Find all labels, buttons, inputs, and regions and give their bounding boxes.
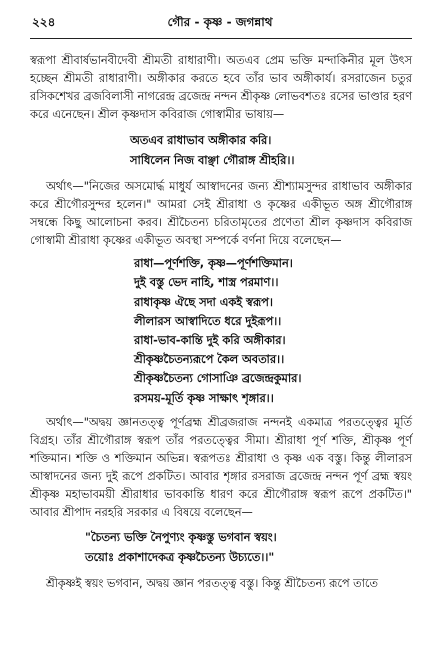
page-header — [30, 14, 410, 34]
verse-line: শ্রীকৃষ্ণচৈতন্যরূপে কৈল অবতার।। — [134, 353, 285, 367]
verse-block-3 — [30, 528, 412, 567]
verse-line: তয়োঃ প্রকাশাদেকত্র কৃষ্ণচৈতন্য উচ্যতে।।" — [85, 550, 275, 564]
page-body — [30, 52, 412, 593]
verse-line: লীলারস আস্বাদিতে ধরে দুইরূপ।। — [134, 314, 282, 328]
running-title: গৌর - কৃষ্ণ - জগন্নাথ — [167, 15, 273, 29]
verse-line: রাধাকৃষ্ণ ঐছে সদা একই স্বরূপ। — [134, 295, 273, 309]
paragraph-1: স্বরূপা শ্রীবার্ষভানবীদেবী শ্রীমতী রাধারাণী। অতএব প্রেম ভক্তি মন্দাকিনীর মূল উৎস হচ্ছেন শ্রীমতী রাধারাণী। অঙ্গীকার করতে হবে তাঁর ভাব অঙ্গীকার্য। রসরাজেন চতুর রসিকশেখর ব্রজবিলাসী নাগরেন্দ্র ব্রজেন্দ্র নন্দন শ্রীকৃষ্ণ লোভবশতঃ রসের ভাণ্ডার হরণ করে এনেছেন। শ্রীল কৃষ্ণদাস কবিরাজ গোস্বামীর ভাষায়— — [30, 54, 412, 122]
verse-line: দুই বস্তু ভেদ নাহি, শাস্ত্র পরমাণ।। — [134, 276, 279, 290]
verse-line: অতএব রাধাভাব অঙ্গীকার করি। — [130, 134, 272, 148]
header-rule — [30, 38, 412, 39]
verse-line: "চৈতন্য ভক্তি নৈপুণ্যং কৃষ্ণস্তু ভগবান স্বয়ং। — [85, 531, 277, 545]
page-number: ২২৪ — [32, 15, 56, 29]
paragraph-2: অর্থাৎ—"নিজের অসমোর্দ্ধ মাধুর্য আস্বাদনের জন্য শ্রীশ্যামসুন্দর রাধাভাব অঙ্গীকার করে শ্রীগৌরসুন্দর হলেন।" আমরা সেই শ্রীরাধা ও কৃষ্ণের একীভূত অঙ্গ শ্রীগৌরাঙ্গ সম্বন্ধে কিছু আলোচনা করব। শ্রীচৈতন্য চরিতামৃতের প্রণেতা শ্রীল কৃষ্ণদাস কবিরাজ গোস্বামী শ্রীরাধা কৃষ্ণের একীভূত অবস্থা সম্পর্কে বর্ণনা দিয়ে বলেছেন— — [30, 179, 412, 248]
verse-line: রাধা—পূর্ণশক্তি, কৃষ্ণ—পূর্ণশক্তিমান। — [134, 257, 293, 271]
verse-line: রসময়-মূর্তি কৃষ্ণ সাক্ষাৎ শৃঙ্গার।। — [134, 391, 274, 405]
verse-block-2 — [30, 254, 412, 408]
verse-line: সাধিলেন নিজ বাঞ্ছা গৌরাঙ্গ শ্রীহরি।। — [130, 153, 295, 167]
verse-line: রাধা-ভাব-কান্তি দুই করি অঙ্গীকার। — [134, 333, 286, 347]
paragraph-3: অর্থাৎ—"অদ্বয় জ্ঞানতত্ত্ব পূর্ণব্রহ্ম শ্রীব্রজরাজ নন্দনই একমাত্র পরতত্ত্বের মূর্তি বিগ্রহ। তাঁর শ্রীগৌরাঙ্গ স্বরূপ তাঁর পরতত্ত্বের সীমা। শ্রীরাধা পূর্ণ শক্তি, শ্রীকৃষ্ণ পূর্ণ শক্তিমান। শক্তি ও শক্তিমান অভিন্ন। স্বরূপতঃ শ্রীরাধা ও কৃষ্ণ এক বস্তু। কিন্তু লীলারস আস্বাদনের জন্য দুই রূপে প্রকটিত। আবার শৃঙ্গার রসরাজ ব্রজেন্দ্র নন্দন পূর্ণ ব্রহ্ম স্বয়ং শ্রীকৃষ্ণ মহাভাবময়ী শ্রীরাধার ভাবকান্তি ধারণ করে শ্রীগৌরাঙ্গ স্বরূপ রূপে প্রকটিত।" আবার শ্রীপাদ নরহরি সরকার এ বিষয়ে বলেছেন— — [30, 415, 412, 520]
paragraph-4: শ্রীকৃষ্ণই স্বয়ং ভগবান, অদ্বয় জ্ঞান পরতত্ত্ব বস্তু। কিন্তু শ্রীচৈতন্য রূপে তাতে — [46, 577, 378, 591]
verse-line: শ্রীকৃষ্ণচৈতন্য গোসাঞি ব্রজেন্দ্রকুমার। — [134, 372, 302, 386]
verse-block-1 — [30, 131, 412, 169]
